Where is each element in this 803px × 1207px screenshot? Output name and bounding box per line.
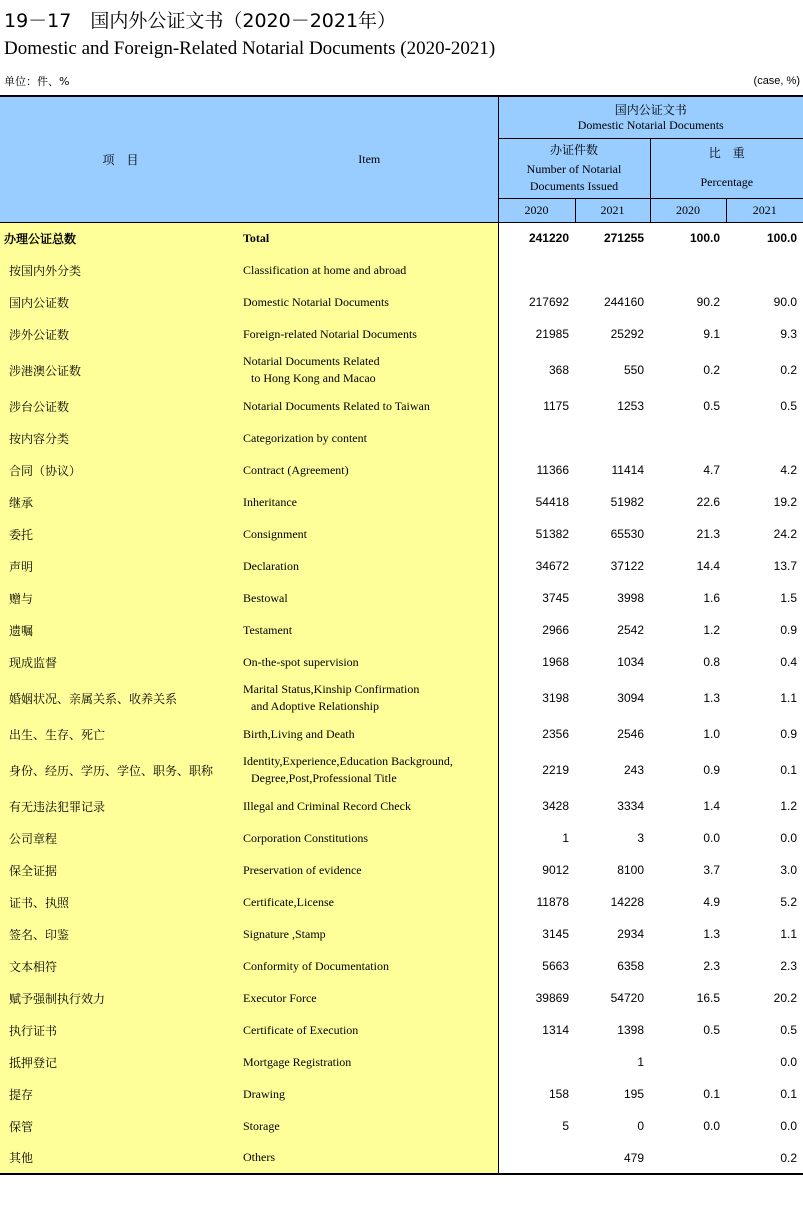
row-item-cn: 其他 — [0, 1142, 241, 1174]
row-pct-2020: 21.3 — [696, 527, 720, 541]
row-pct-2021: 5.2 — [780, 895, 798, 909]
row-pct-2020: 3.7 — [703, 863, 720, 877]
row-item-en: On-the-spot supervision — [241, 646, 498, 678]
row-pct-2021: 0.5 — [780, 399, 798, 413]
page-title-cn: 19－17 国内外公证文书（2020－2021年） — [4, 10, 397, 32]
row-pct-2020: 22.6 — [696, 495, 720, 509]
row-pct-2020: 0.0 — [703, 831, 720, 845]
row-item-en-line2: Degree,Post,Professional Title — [251, 771, 397, 785]
row-pct-2021: 0.5 — [780, 1023, 798, 1037]
row-count-2021: 2542 — [617, 623, 644, 637]
table-row — [0, 918, 803, 950]
row-item-en-line1: Notarial Documents Related — [243, 354, 380, 368]
row-item-en — [241, 678, 498, 718]
row-pct-2021: 0.0 — [780, 1119, 798, 1133]
table-row — [0, 678, 803, 718]
row-item-en: Others — [241, 1142, 498, 1174]
header-pct-en: Percentage — [700, 175, 754, 189]
row-pct-2021: 1.1 — [780, 927, 798, 941]
row-count-2020 — [498, 1046, 575, 1078]
row-count-2020: 54418 — [498, 486, 575, 518]
row-item-cn: 办理公证总数 — [0, 222, 241, 254]
row-pct-2020: 0.2 — [703, 363, 720, 377]
row-item-cn: 涉外公证数 — [0, 318, 241, 350]
header-number-issued — [498, 138, 650, 198]
row-pct-2020: 4.9 — [703, 895, 720, 909]
row-count-2020: 217692 — [498, 286, 575, 318]
row-pct-2020: 1.6 — [703, 591, 720, 605]
table-row — [0, 254, 803, 286]
table-row — [0, 1078, 803, 1110]
row-pct-2020: 0.8 — [703, 655, 720, 669]
row-count-2020: 5 — [498, 1110, 575, 1142]
row-pct-2020: 0.0 — [703, 1119, 720, 1133]
row-pct-2020: 0.5 — [703, 399, 720, 413]
header-item-cn: 项 目 — [0, 96, 241, 222]
row-count-2021: 65530 — [610, 527, 644, 541]
header-group-en: Domestic Notarial Documents — [498, 118, 803, 138]
row-item-en: Mortgage Registration — [241, 1046, 498, 1078]
header-year-num-2020: 2020 — [498, 198, 575, 222]
row-count-2021: 1253 — [617, 399, 644, 413]
row-pct-2021 — [726, 254, 803, 286]
row-item-en: Classification at home and abroad — [241, 254, 498, 286]
row-item-en: Preservation of evidence — [241, 854, 498, 886]
row-count-2020: 21985 — [498, 318, 575, 350]
row-item-en: Declaration — [241, 550, 498, 582]
table-row — [0, 390, 803, 422]
row-pct-2021: 100.0 — [766, 231, 798, 246]
row-pct-2020: 90.2 — [696, 295, 720, 309]
row-count-2020: 9012 — [498, 854, 575, 886]
row-item-en — [241, 750, 498, 790]
row-pct-2020: 16.5 — [696, 991, 720, 1005]
unit-label-cn: 单位：件、% — [4, 75, 70, 88]
row-item-cn: 保管 — [0, 1110, 241, 1142]
row-count-2021: 0 — [637, 1119, 644, 1133]
row-item-en: Conformity of Documentation — [241, 950, 498, 982]
row-item-cn: 抵押登记 — [0, 1046, 241, 1078]
row-pct-2021: 0.2 — [726, 1142, 803, 1174]
header-num-en-line2: Documents Issued — [529, 178, 619, 193]
table-body — [0, 222, 803, 1174]
row-count-2020: 368 — [498, 350, 575, 390]
header-year-pct-2021: 2021 — [726, 198, 803, 222]
row-count-2021: 3094 — [617, 691, 644, 705]
row-count-2021: 51982 — [610, 495, 644, 509]
row-item-en: Corporation Constitutions — [241, 822, 498, 854]
row-count-2021: 25292 — [610, 327, 644, 341]
row-pct-2021: 9.3 — [780, 327, 798, 341]
table-row — [0, 614, 803, 646]
row-item-cn: 涉港澳公证数 — [0, 350, 241, 390]
row-item-en-line1: Identity,Experience,Education Background, — [243, 754, 453, 768]
table-row — [0, 982, 803, 1014]
table-row — [0, 1142, 803, 1174]
table-row — [0, 318, 803, 350]
row-item-cn: 出生、生存、死亡 — [0, 718, 241, 750]
row-count-2021: 3 — [637, 831, 644, 845]
table-row — [0, 1046, 803, 1078]
row-pct-2020: 0.9 — [703, 763, 720, 777]
row-count-2020: 2356 — [498, 718, 575, 750]
table-row — [0, 950, 803, 982]
table-row — [0, 750, 803, 790]
row-count-2021: 195 — [623, 1087, 644, 1101]
row-pct-2020 — [650, 422, 726, 454]
row-item-cn: 签名、印鉴 — [0, 918, 241, 950]
header-year-num-2021: 2021 — [575, 198, 650, 222]
row-item-cn: 执行证书 — [0, 1014, 241, 1046]
table-row — [0, 718, 803, 750]
page-title-en: Domestic and Foreign-Related Notarial Documents (2020-2021) — [4, 38, 496, 59]
row-item-en — [241, 350, 498, 390]
row-pct-2021: 0.0 — [780, 831, 798, 845]
row-item-cn: 国内公证数 — [0, 286, 241, 318]
row-pct-2020 — [650, 1046, 726, 1078]
row-pct-2020: 2.3 — [703, 959, 720, 973]
row-item-cn: 提存 — [0, 1078, 241, 1110]
row-count-2021: 11414 — [611, 463, 644, 477]
row-count-2021: 37122 — [610, 559, 644, 573]
row-count-2020: 2966 — [498, 614, 575, 646]
notarial-documents-table — [0, 95, 803, 1175]
row-item-en: Inheritance — [241, 486, 498, 518]
row-count-2021: 244160 — [603, 295, 644, 309]
row-count-2020: 34672 — [498, 550, 575, 582]
table-row — [0, 350, 803, 390]
row-count-2021: 243 — [623, 763, 644, 777]
row-pct-2021: 0.1 — [780, 1087, 798, 1101]
row-item-en: Storage — [241, 1110, 498, 1142]
row-item-en: Signature ,Stamp — [241, 918, 498, 950]
row-pct-2020: 1.4 — [703, 799, 720, 813]
row-pct-2020: 9.1 — [703, 327, 720, 341]
row-count-2020: 1314 — [498, 1014, 575, 1046]
row-item-cn: 赠与 — [0, 582, 241, 614]
row-count-2020 — [498, 254, 575, 286]
row-pct-2021: 13.7 — [773, 559, 798, 573]
row-item-cn: 身份、经历、学历、学位、职务、职称 — [0, 750, 241, 790]
row-item-en: Domestic Notarial Documents — [241, 286, 498, 318]
row-count-2020: 1175 — [498, 390, 575, 422]
row-item-cn: 证书、执照 — [0, 886, 241, 918]
row-pct-2021: 0.1 — [780, 763, 798, 777]
row-count-2021: 3998 — [617, 591, 644, 605]
row-pct-2020: 100.0 — [689, 231, 720, 246]
row-item-cn: 涉台公证数 — [0, 390, 241, 422]
row-item-cn: 婚姻状况、亲属关系、收养关系 — [0, 678, 241, 718]
table-row — [0, 550, 803, 582]
row-pct-2021: 2.3 — [780, 959, 798, 973]
row-item-en: Illegal and Criminal Record Check — [241, 790, 498, 822]
row-pct-2020: 1.3 — [703, 927, 720, 941]
row-item-en: Bestowal — [241, 582, 498, 614]
row-count-2020: 1968 — [498, 646, 575, 678]
row-item-en: Categorization by content — [241, 422, 498, 454]
row-count-2021: 2546 — [617, 727, 644, 741]
row-count-2021: 6358 — [617, 959, 644, 973]
row-pct-2021: 1.1 — [780, 691, 798, 705]
row-count-2021: 479 — [575, 1142, 650, 1174]
header-item-en: Item — [241, 96, 498, 222]
row-count-2020: 11878 — [498, 886, 575, 918]
row-pct-2021: 0.9 — [780, 727, 798, 741]
row-pct-2020: 14.4 — [696, 559, 720, 573]
row-item-en: Foreign-related Notarial Documents — [241, 318, 498, 350]
row-pct-2020: 1.0 — [703, 727, 720, 741]
row-count-2020: 241220 — [498, 222, 575, 254]
table-row — [0, 582, 803, 614]
header-year-pct-2020: 2020 — [650, 198, 726, 222]
table-row — [0, 790, 803, 822]
table-row — [0, 886, 803, 918]
row-item-cn: 有无违法犯罪记录 — [0, 790, 241, 822]
row-pct-2020 — [650, 254, 726, 286]
header-num-en-line1: Number of Notarial — [526, 161, 622, 176]
row-item-cn: 按国内外分类 — [0, 254, 241, 286]
row-count-2020: 39869 — [498, 982, 575, 1014]
row-item-en: Consignment — [241, 518, 498, 550]
unit-label-en: (case, %) — [753, 75, 800, 87]
table-row — [0, 822, 803, 854]
row-count-2021: 3334 — [617, 799, 644, 813]
row-pct-2021: 1.5 — [780, 591, 798, 605]
header-group-cn: 国内公证文书 — [498, 96, 803, 118]
row-count-2021: 1 — [637, 1055, 644, 1069]
row-pct-2020: 4.7 — [703, 463, 720, 477]
row-count-2021 — [575, 254, 650, 286]
row-item-en: Certificate,License — [241, 886, 498, 918]
row-item-en: Executor Force — [241, 982, 498, 1014]
table-row — [0, 222, 803, 254]
row-pct-2021: 24.2 — [773, 527, 798, 541]
table-row — [0, 518, 803, 550]
row-count-2021: 2934 — [617, 927, 644, 941]
row-pct-2021: 19.2 — [773, 495, 798, 509]
row-count-2021: 8100 — [617, 863, 644, 877]
row-count-2020: 2219 — [498, 750, 575, 790]
row-item-cn: 保全证据 — [0, 854, 241, 886]
row-pct-2020: 0.5 — [703, 1023, 720, 1037]
table-row — [0, 286, 803, 318]
row-item-cn: 文本相符 — [0, 950, 241, 982]
row-pct-2021: 0.4 — [780, 655, 798, 669]
row-count-2020: 3428 — [498, 790, 575, 822]
row-item-en: Contract (Agreement) — [241, 454, 498, 486]
row-item-cn: 继承 — [0, 486, 241, 518]
row-count-2020: 3745 — [498, 582, 575, 614]
row-item-en: Notarial Documents Related to Taiwan — [241, 390, 498, 422]
row-pct-2021 — [726, 422, 803, 454]
row-count-2020: 51382 — [498, 518, 575, 550]
row-pct-2021: 0.2 — [780, 363, 798, 377]
row-pct-2021: 20.2 — [773, 991, 798, 1005]
table-row — [0, 1110, 803, 1142]
row-pct-2020: 0.1 — [703, 1087, 720, 1101]
table-row — [0, 646, 803, 678]
row-pct-2021: 1.2 — [780, 799, 798, 813]
table-row — [0, 486, 803, 518]
header-pct-cn: 比 重 — [708, 146, 745, 160]
row-count-2020: 5663 — [498, 950, 575, 982]
row-pct-2020: 1.2 — [703, 623, 720, 637]
row-count-2021: 14228 — [610, 895, 644, 909]
row-item-cn: 现成监督 — [0, 646, 241, 678]
row-pct-2021: 0.0 — [780, 1055, 798, 1069]
row-pct-2021: 0.9 — [780, 623, 798, 637]
table-row — [0, 422, 803, 454]
row-count-2021: 271255 — [603, 231, 644, 246]
row-count-2021: 550 — [623, 363, 644, 377]
row-item-en-line2: to Hong Kong and Macao — [251, 371, 376, 385]
table-row — [0, 454, 803, 486]
row-item-en: Total — [241, 222, 498, 254]
row-count-2021 — [575, 422, 650, 454]
row-item-en-line1: Marital Status,Kinship Confirmation — [243, 682, 420, 696]
row-item-cn: 公司章程 — [0, 822, 241, 854]
row-count-2020: 3198 — [498, 678, 575, 718]
row-item-en: Birth,Living and Death — [241, 718, 498, 750]
row-pct-2021: 4.2 — [780, 463, 798, 477]
row-item-cn: 合同（协议） — [0, 454, 241, 486]
row-count-2021: 54720 — [610, 991, 644, 1005]
row-count-2021: 1398 — [617, 1023, 644, 1037]
row-count-2020 — [498, 422, 575, 454]
row-pct-2021: 90.0 — [773, 295, 798, 309]
row-item-cn: 按内容分类 — [0, 422, 241, 454]
row-item-cn: 遗嘱 — [0, 614, 241, 646]
row-count-2020 — [498, 1142, 575, 1174]
row-item-cn: 赋予强制执行效力 — [0, 982, 241, 1014]
row-count-2020: 3145 — [498, 918, 575, 950]
row-pct-2021: 3.0 — [780, 863, 798, 877]
row-count-2020: 11366 — [498, 454, 575, 486]
row-count-2021: 1034 — [617, 655, 644, 669]
header-percentage — [650, 138, 803, 198]
row-item-en: Drawing — [241, 1078, 498, 1110]
row-item-cn: 声明 — [0, 550, 241, 582]
row-item-en-line2: and Adoptive Relationship — [251, 699, 379, 713]
row-item-cn: 委托 — [0, 518, 241, 550]
table-row — [0, 1014, 803, 1046]
table-row — [0, 854, 803, 886]
row-count-2020: 1 — [498, 822, 575, 854]
row-item-en: Certificate of Execution — [241, 1014, 498, 1046]
row-pct-2020 — [650, 1142, 726, 1174]
header-num-cn: 办证件数 — [549, 142, 598, 157]
row-count-2020: 158 — [498, 1078, 575, 1110]
row-pct-2020: 1.3 — [703, 691, 720, 705]
row-item-en: Testament — [241, 614, 498, 646]
